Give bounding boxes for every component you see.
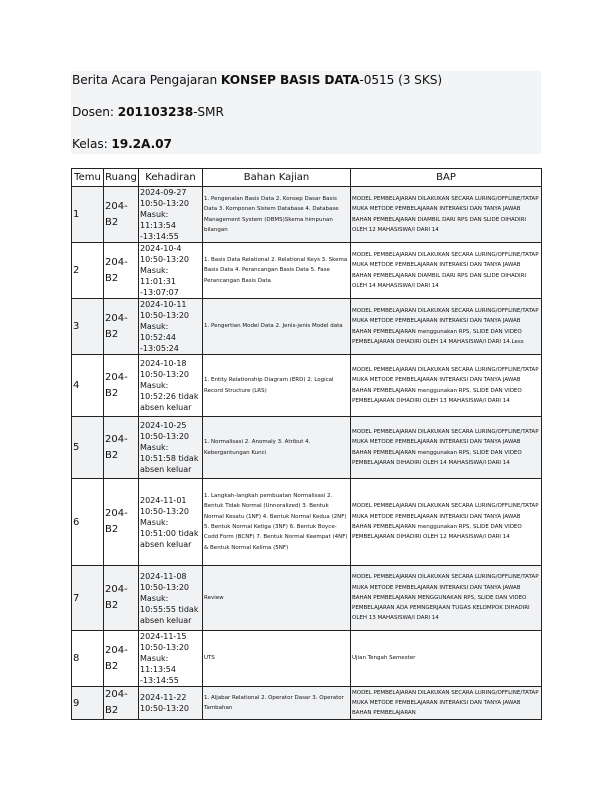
cell-kehadiran: 2024-10-25 10:50-13:20 Masuk: 10:51:58 tidak absen keluar xyxy=(139,417,203,479)
cell-bap: MODEL PEMBELAJARAN DILAKUKAN SECARA LURING/OFFLINE/TATAP MUKA METODE PEMBELAJARAN INTERAKSI DAN TANYA JAWAB BAHAN PEMBELAJARAN menggunakan RPS, SLIDE DAN VIDEO PEMBELAJARAN DIHADIRI OLEH 13 MAHASISWA/I DARI 14 xyxy=(351,355,542,417)
table-row xyxy=(72,187,542,243)
table-row xyxy=(72,355,542,417)
cell-bahan-kajian: 1. Langkah-langkah pembuatan Normalisasi 2. Bentuk Tidak Normal (Unnoralized) 3. Bentuk Normal Kesatu (1NF) 4. Bentuk Normal Kedua (2NF) 5. Bentuk Normal Ketiga (3NF) 6. Bentuk Boyce-Codd Form (BCNF) 7. Bentuk Normal Keempat (4NF) & Bentuk Normal Kelima (5NF) xyxy=(203,479,351,566)
table-header-row xyxy=(72,169,542,187)
document-header xyxy=(71,71,541,154)
cell-ruang: 204-B2 xyxy=(104,243,139,299)
cell-kehadiran: 2024-11-08 10:50-13:20 Masuk: 10:55:55 tidak absen keluar xyxy=(139,566,203,631)
cell-bap: MODEL PEMBELAJARAN DILAKUKAN SECARA LURING/OFFLINE/TATAP MUKA METODE PEMBELAJARAN INTERAKSI DAN TANYA JAWAB BAHAN PEMBELAJARAN menggunakan RPS, SLIDE DAN VIDEO PEMBELAJARAN DIHADIRI OLEH 14 MAHASISWA/I DARI 14.Less xyxy=(351,299,542,355)
cell-bap: MODEL PEMBELAJARAN DILAKUKAN SECARA LURING/OFFLINE/TATAP MUKA METODE PEMBELAJARAN INTERAKSI DAN TANYA JAWAB BAHAN PEMBELAJARAN DIAMBIL DARI RPS DAN SLIDE DIHADIRI OLEH 12 MAHASISWA/I DARI 14 xyxy=(351,187,542,243)
cell-temu: 3 xyxy=(72,299,104,355)
cell-kehadiran: 2024-11-15 10:50-13:20 Masuk: 11:13:54 -13:14:55 xyxy=(139,631,203,687)
table-row xyxy=(72,687,542,720)
cell-temu: 8 xyxy=(72,631,104,687)
cell-temu: 4 xyxy=(72,355,104,417)
col-header-bap: BAP xyxy=(351,169,542,187)
table-row xyxy=(72,299,542,355)
table-row xyxy=(72,631,542,687)
table-row xyxy=(72,417,542,479)
course-prefix: Berita Acara Pengajaran xyxy=(72,73,221,87)
cell-ruang: 204-B2 xyxy=(104,187,139,243)
cell-ruang: 204-B2 xyxy=(104,479,139,566)
cell-temu: 9 xyxy=(72,687,104,720)
lecturer-code: 201103238 xyxy=(117,105,194,119)
cell-temu: 7 xyxy=(72,566,104,631)
col-header-bahan-kajian: Bahan Kajian xyxy=(203,169,351,187)
cell-kehadiran: 2024-09-27 10:50-13:20 Masuk: 11:13:54 -13:14:55 xyxy=(139,187,203,243)
course-title xyxy=(72,73,442,87)
cell-bahan-kajian: Review xyxy=(203,566,351,631)
cell-bahan-kajian: 1. Entity Relationship Diagram (ERD) 2. Logical Record Structure (LRS) xyxy=(203,355,351,417)
table-row xyxy=(72,566,542,631)
cell-bahan-kajian: 1. Aljabar Relational 2. Operator Dasar 3. Operator Tambahan xyxy=(203,687,351,720)
lecturer-label: Dosen: xyxy=(72,105,118,119)
cell-temu: 5 xyxy=(72,417,104,479)
col-header-ruang: Ruang xyxy=(104,169,139,187)
class-label: Kelas: xyxy=(72,137,112,151)
col-header-temu: Temu xyxy=(72,169,104,187)
cell-kehadiran: 2024-11-01 10:50-13:20 Masuk: 10:51:00 tidak absen keluar xyxy=(139,479,203,566)
cell-kehadiran: 2024-11-22 10:50-13:20 xyxy=(139,687,203,720)
cell-bap: MODEL PEMBELAJARAN DILAKUKAN SECARA LURING/OFFLINE/TATAP MUKA METODE PEMBELAJARAN INTERAKSI DAN TANYA JAWAB BAHAN PEMBELAJARAN DIAMBIL DARI RPS DAN SLIDE DIHADIRI OLEH 14 MAHASISWA/I DARI 14 xyxy=(351,243,542,299)
lecturer-suffix: -SMR xyxy=(193,105,224,119)
cell-bahan-kajian: 1. Normalisasi 2. Anomaly 3. Atribut 4. Kebergantungan Kunci xyxy=(203,417,351,479)
class-line xyxy=(72,137,172,151)
cell-bahan-kajian: 1. Basis Data Relational 2. Relational Keys 3. Skema Basis Data 4. Perancangan Basis Data 5. Fase Perancangan Basis Data xyxy=(203,243,351,299)
table-row xyxy=(72,479,542,566)
cell-temu: 1 xyxy=(72,187,104,243)
course-name: KONSEP BASIS DATA xyxy=(220,73,360,87)
cell-bap: MODEL PEMBELAJARAN DILAKUKAN SECARA LURING/OFFLINE/TATAP MUKA METODE PEMBELAJARAN INTERAKSI DAN TANYA JAWAB BAHAN PEMBELAJARAN xyxy=(351,687,542,720)
cell-ruang: 204-B2 xyxy=(104,355,139,417)
course-suffix: -0515 (3 SKS) xyxy=(359,73,442,87)
attendance-table xyxy=(71,168,542,720)
cell-bap: MODEL PEMBELAJARAN DILAKUKAN SECARA LURING/OFFLINE/TATAP MUKA METODE PEMBELAJARAN INTERAKSI DAN TANYA JAWAB BAHAN PEMBELAJARAN MENGGUNAKAN RPS, SLIDE DAN VIDEO PEMBELAJARAN ADA PEMNGERJAAN TUGAS KELOMPOK DIHADIRI OLEH 13 MAHASISWA/I DARI 14 xyxy=(351,566,542,631)
cell-temu: 2 xyxy=(72,243,104,299)
cell-kehadiran: 2024-10-11 10:50-13:20 Masuk: 10:52:44 -13:05:24 xyxy=(139,299,203,355)
cell-bahan-kajian: UTS xyxy=(203,631,351,687)
cell-ruang: 204-B2 xyxy=(104,417,139,479)
col-header-kehadiran: Kehadiran xyxy=(139,169,203,187)
cell-ruang: 204-B2 xyxy=(104,566,139,631)
cell-kehadiran: 2024-10-18 10:50-13:20 Masuk: 10:52:26 tidak absen keluar xyxy=(139,355,203,417)
cell-ruang: 204-B2 xyxy=(104,299,139,355)
cell-bap: MODEL PEMBELAJARAN DILAKUKAN SECARA LURING/OFFLINE/TATAP MUKA METODE PEMBELAJARAN INTERAKSI DAN TANYA JAWAB BAHAN PEMBELAJARAN menggunakan RPS, SLIDE DAN VIDEO PEMBELAJARAN DIHADIRI OLEH 14 MAHASISWA/I DARI 14 xyxy=(351,417,542,479)
cell-bahan-kajian: 1. Pengenalan Basis Data 2. Konsep Dasar Basis Data 3. Komponen Sistem Database 4. Database Management System (DBMS)Skema himpunan bilangan xyxy=(203,187,351,243)
cell-ruang: 204-B2 xyxy=(104,687,139,720)
cell-bap: MODEL PEMBELAJARAN DILAKUKAN SECARA LURING/OFFLINE/TATAP MUKA METODE PEMBELAJARAN INTERAKSI DAN TANYA JAWAB BAHAN PEMBELAJARAN menggunakan RPS, SLIDE DAN VIDEO PEMBELAJARAN DIHADIRI OLEH 12 MAHASISWA/I DARI 14 xyxy=(351,479,542,566)
class-value: 19.2A.07 xyxy=(111,137,172,151)
cell-temu: 6 xyxy=(72,479,104,566)
cell-ruang: 204-B2 xyxy=(104,631,139,687)
table-row xyxy=(72,243,542,299)
cell-bap: Ujian Tengah Semester xyxy=(351,631,542,687)
lecturer-line xyxy=(72,105,224,119)
cell-kehadiran: 2024-10-4 10:50-13:20 Masuk: 11:01:31 -13:07:07 xyxy=(139,243,203,299)
cell-bahan-kajian: 1. Pengertian Model Data 2. Jenis-jenis Model data xyxy=(203,299,351,355)
